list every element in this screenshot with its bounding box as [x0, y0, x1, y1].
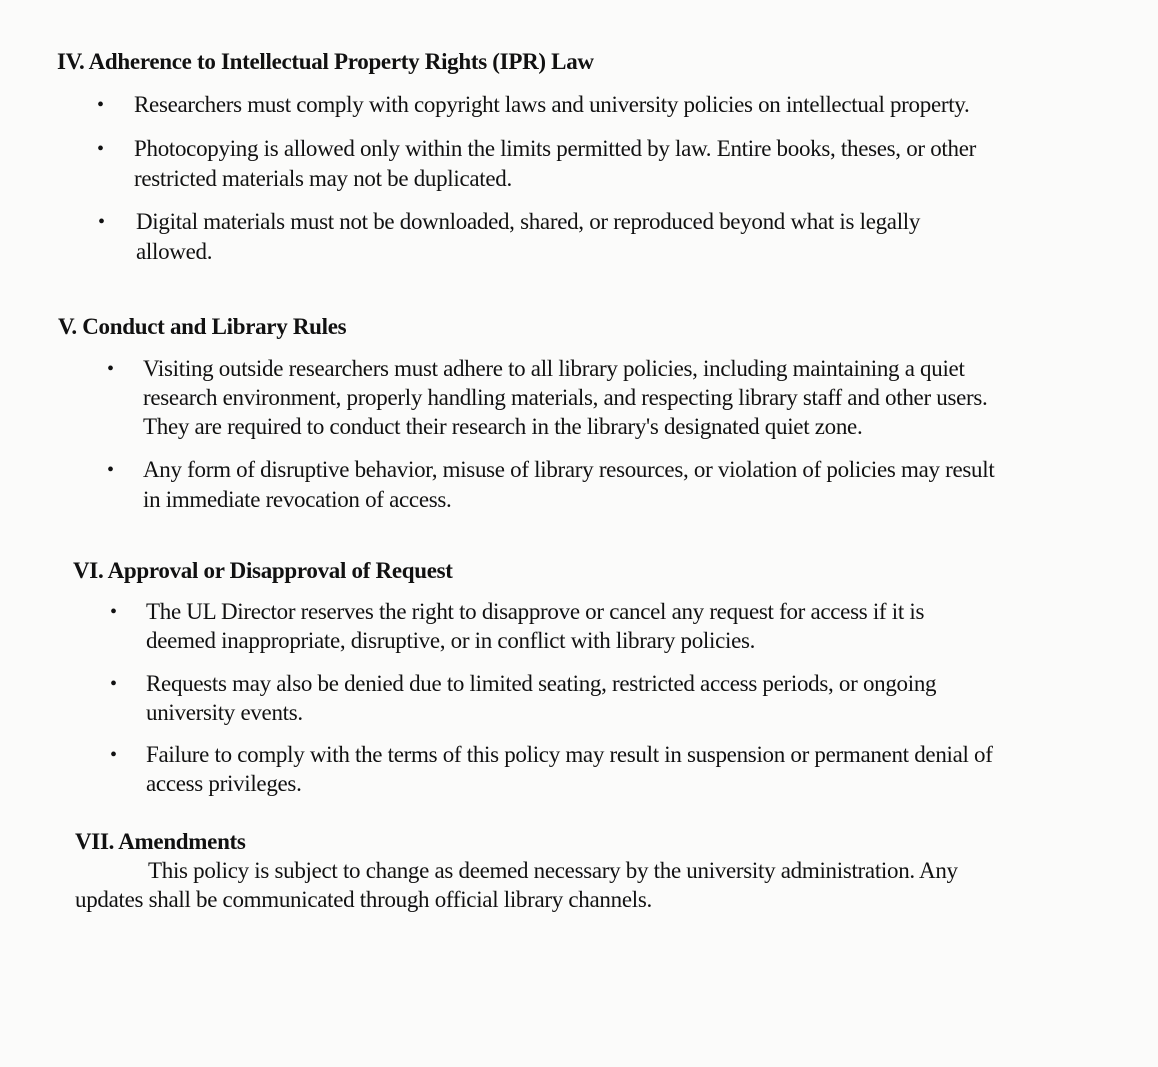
list-item-text: Digital materials must not be downloaded, shared, or reproduced beyond what is legally — [136, 209, 921, 234]
list-item-text: Requests may also be denied due to limited seating, restricted access periods, or ongoing — [146, 671, 937, 696]
list-item-text: Photocopying is allowed only within the limits permitted by law. Entire books, theses, or other — [134, 136, 976, 161]
list-item-text: research environment, properly handling materials, and respecting library staff and other users. — [143, 385, 988, 410]
list-item-text: access privileges. — [146, 771, 302, 796]
bullet-icon: • — [97, 138, 105, 160]
list-item-text: in immediate revocation of access. — [143, 487, 452, 512]
list-item-text: Researchers must comply with copyright laws and university policies on intellectual property. — [134, 92, 970, 117]
bullet-icon: • — [98, 211, 106, 233]
list-item-text: allowed. — [136, 239, 213, 264]
list-item-text: deemed inappropriate, disruptive, or in conflict with library policies. — [146, 628, 756, 653]
paragraph-line: updates shall be communicated through official library channels. — [75, 887, 652, 912]
bullet-icon: • — [97, 94, 105, 116]
list-item-text: The UL Director reserves the right to disapprove or cancel any request for access if it is — [146, 599, 925, 624]
list-item-text: restricted materials may not be duplicated. — [134, 166, 512, 191]
section-heading: IV. Adherence to Intellectual Property Rights (IPR) Law — [57, 49, 594, 74]
list-item-text: They are required to conduct their research in the library's designated quiet zone. — [143, 414, 863, 439]
list-item-text: university events. — [146, 700, 303, 725]
list-item-text: Visiting outside researchers must adhere to all library policies, including maintaining a quiet — [143, 356, 965, 381]
bullet-icon: • — [110, 673, 118, 695]
section-heading: VI. Approval or Disapproval of Request — [73, 558, 453, 583]
list-item-text: Any form of disruptive behavior, misuse of library resources, or violation of policies may result — [143, 457, 995, 482]
bullet-icon: • — [110, 601, 118, 623]
paragraph-line: This policy is subject to change as deemed necessary by the university administration. Any — [148, 858, 958, 883]
section-heading: VII. Amendments — [75, 829, 246, 854]
bullet-icon: • — [107, 459, 115, 481]
list-item-text: Failure to comply with the terms of this policy may result in suspension or permanent denial of — [146, 742, 993, 767]
section-heading: V. Conduct and Library Rules — [58, 314, 347, 339]
bullet-icon: • — [110, 744, 118, 766]
bullet-icon: • — [107, 358, 115, 380]
